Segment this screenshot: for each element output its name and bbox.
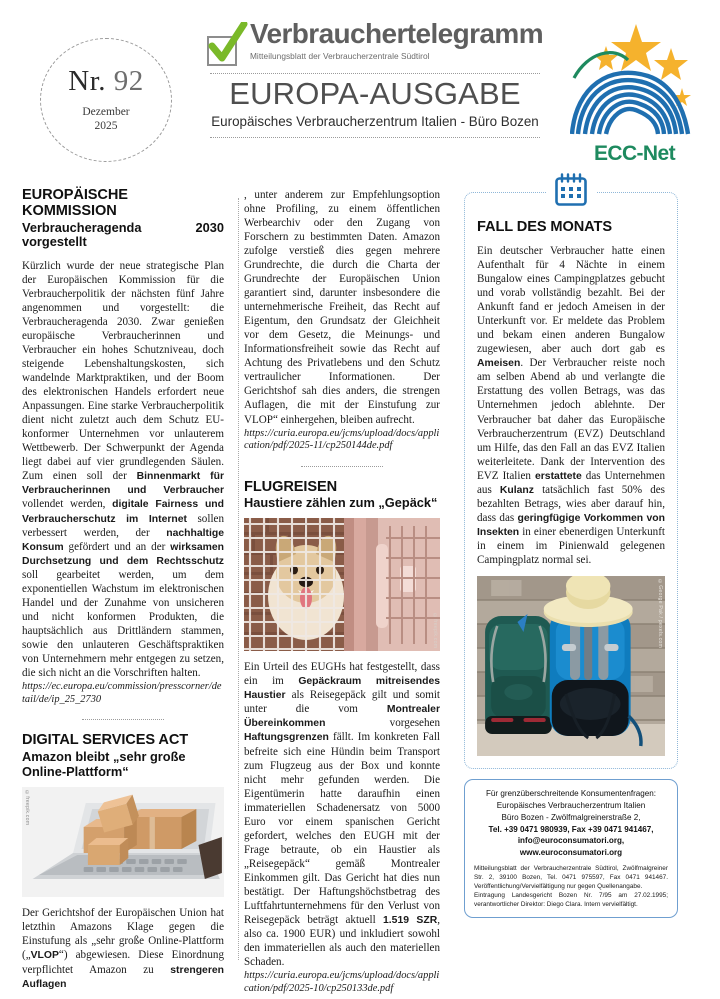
section-divider-mid — [301, 466, 383, 467]
photo-credit-parcels: ©freepik.com — [24, 790, 30, 826]
svg-text:ECC-Net: ECC-Net — [594, 142, 675, 165]
contact-email[interactable]: info@euroconsumatori.org, — [517, 836, 625, 846]
page-title: EUROPA-AUSGABE — [229, 76, 521, 111]
case-seg-5: in einer ebenerdigen Unterkunft in einem im Pinienwald gelegenen Campingplatz normal sei. — [477, 526, 665, 567]
photo-parcels-on-laptop — [22, 787, 224, 897]
body-bold-3: nachhaltige Konsum — [22, 527, 224, 553]
masthead-center — [172, 20, 570, 142]
kicker-line-2: KOMMISSION — [22, 202, 117, 219]
imprint-text-1: Mitteilungsblatt der Verbraucherzentrale Südtirol, Zwölfmalgreiner Str. 2, 39100 Bozen, Tel. 0471 975597, Fax 0471 941467. Veröffentlichung/Vervielfältigung nur gegen Quellenangabe. — [474, 864, 668, 890]
photo-credit-backpacks: ©George Pak / pexels.com — [657, 579, 663, 649]
case-bold-4: geringfügige Vorkommen von Insekten — [477, 512, 665, 539]
body-bold-1: Binnenmarkt für Verbraucherinnen und Verbraucher — [22, 471, 225, 497]
case-bold-1: Ameisen — [477, 358, 521, 370]
issue-month: Dezember — [82, 105, 130, 118]
column-middle — [234, 188, 450, 993]
dsa-seg-3: , unter anderem zur Empfehlungsoption ohne Profiling, zu einem öffentlichen Werbearchiv oder den Zugang von Forschern zu bestimmten Daten. Amazon zufolge verstieß dies gegen mehrere Grundrechte, die durch die Charta der Grundrechte der Europäischen Union garantiert sind, darunter insbesondere die unternehmerische Freiheit, das Recht auf Eigentum, den Grundsatz der Gleichheit vor dem Gesetz, die Meinungs- und Informationsfreiheit sowie das Recht auf Achtung des Privatlebens und den Schutz vertraulicher Informationen. Der Gerichtshof sah dies anders, die strengen Auflagen, die mit der Einstufung zur VLOP“ einhergehen, bleiben aufrecht. — [244, 189, 440, 426]
divider-bottom — [210, 137, 540, 138]
contact-line-1: Für grenzüberschreitende Konsumentenfragen: — [485, 789, 657, 799]
dsa-bold-2: strengeren Auflagen — [22, 964, 224, 990]
flug-seg-1: Ein Urteil des EUGHs hat festgestellt, dass ein im — [244, 660, 440, 687]
body-seg-2: vollendet werden, — [22, 498, 113, 511]
case-seg-3: das Unternehmen aus — [477, 469, 666, 496]
issue-year: 2025 — [94, 120, 118, 132]
photo-dog-in-carrier — [244, 518, 440, 651]
masthead — [0, 0, 720, 182]
photo-credit-dog: ©freepik.com — [432, 612, 438, 648]
content-columns — [0, 188, 720, 993]
column-left — [22, 188, 234, 993]
brand-text — [250, 20, 543, 61]
article-url-dsa[interactable]: https://curia.europa.eu/jcms/upload/docs/application/pdf/2025-11/cp250144de.pdf — [244, 427, 440, 452]
article-body-dsa-left — [22, 906, 224, 991]
article-url-flugreisen[interactable]: https://curia.europa.eu/jcms/upload/docs/application/pdf/2025-10/cp250133de.pdf — [244, 970, 440, 994]
body-bold-4: wirksamen Durchsetzung und dem Rechtsschutz — [22, 541, 224, 568]
contact-line-2: Europäisches Verbraucherzentrum Italien — [496, 801, 646, 811]
case-bold-3: Kulanz — [499, 484, 534, 496]
article-subhead-flugreisen: Haustiere zählen zum „Gepäck“ — [244, 495, 438, 511]
brand-name: Verbrauchertelegramm — [249, 18, 544, 49]
body-seg-3: sollen verbessert werden, der — [22, 512, 224, 539]
contact-website[interactable]: www.euroconsumatori.org — [519, 848, 623, 858]
body-seg-5: soll gearbeitet werden, um dem exponentiellen Wachstum im elektronischen Handel und der Zunahme von unsicheren und nicht konformen Produkten, die hauptsächlich aus Drittländern stammen, sowie den unlauteren Geschäftspraktiken von Unternehmern mehr entgegen zu setzen, die sich nicht an die Vorschriften halten. — [22, 569, 224, 680]
article-kicker-kommission — [22, 188, 224, 220]
issue-number-line — [68, 64, 144, 97]
flug-seg-2: als Reisegepäck gilt und somit unter die vom — [244, 689, 440, 716]
contact-phone-fax[interactable]: Tel. +39 0471 980939, Fax +39 0471 941467, — [488, 824, 654, 834]
article-body-kommission — [22, 259, 224, 681]
article-body-dsa-continued — [244, 188, 440, 427]
flug-seg-4: fällt. Im konkreten Fall befreite sich eine Hündin beim Transport zum Flugzeug aus der Box und konnte nicht mehr gefunden werden. Die Eigentümerin hatte daraufhin einen immateriellen Schadenersatz von 5000 Euro vor einem spanischen Gericht gefordert, welches den EUGH mit der Frage betraute, ob ein Haustier als „Reisegepäck“ gemäß Montrealer Einkommen gilt. Das Gericht hat dies nun bestätigt. Der Haftungshöchstbetrag des Luftfahrtunternehmens für den Verlust von Reisegepäck beträgt aktuell — [244, 731, 440, 927]
imprint-text-2: Eintragung Landesgericht Bozen Nr. 7/95 am 27.02.1995; verantwortlicher Direktor: Diego Clara. Intern vervielfältigt. — [474, 892, 668, 909]
article-body-flugreisen — [244, 660, 440, 969]
issue-label: Nr. — [68, 64, 106, 97]
article-subhead-kommission: Verbraucheragenda 2030 vorgestellt — [22, 219, 224, 250]
article-kicker-dsa: DIGITAL SERVICES ACT — [22, 732, 189, 749]
flug-bold-1: Gepäckraum mitreisendes Haustier — [244, 675, 441, 702]
issue-number: 92 — [113, 64, 144, 97]
photo-backpacks — [477, 576, 665, 756]
case-seg-1: Ein deutscher Verbraucher hatte einen Aufenthalt für 4 Nächte in einem Bungalow eines Campingplatzes gebucht und vorab vollständig bezahlt. Bei der Ankunft fand er jedoch Ameisen in der Unterkunft vor. Er meldete das Problem und bekam einen anderen Bungalow zugewiesen, aber auch dort gab es — [477, 245, 665, 356]
body-bold-2: digitale Fairness und Verbraucherschutz im Internet — [22, 499, 224, 525]
flug-bold-2: Montrealer Übereinkommen — [244, 704, 440, 730]
dsa-seg-2: “) abgewiesen. Diese Einordnung verpflichtet Amazon zu — [22, 949, 224, 976]
dsa-seg-1: Der Gerichtshof der Europäischen Union hat letzthin Amazons Klage gegen die Einstufung als „sehr große Online-Plattform („ — [22, 907, 224, 962]
contact-box — [464, 779, 678, 918]
page-subtitle: Europäisches Verbraucherzentrum Italien - Büro Bozen — [211, 113, 539, 129]
flug-bold-4: 1.519 SZR — [383, 915, 438, 927]
case-of-the-month-box — [464, 192, 678, 769]
divider-top — [210, 73, 540, 74]
dsa-bold-1: VLOP — [30, 950, 59, 962]
brand-row — [207, 20, 543, 66]
issue-badge — [40, 38, 172, 162]
case-bold-2: erstattete — [534, 470, 582, 482]
section-divider-left — [82, 719, 164, 720]
issue-date — [82, 105, 129, 134]
ecc-net-logo — [570, 16, 698, 166]
checkmark-icon — [207, 26, 241, 66]
body-seg-1: Kürzlich wurde der neue strategische Plan der Europäischen Kommission für die Verbraucherpolitik der nächsten fünf Jahre angenommen und vorgestellt: die Verbraucheragenda 2030. Zwar genießen europäische Verbraucherinnen und Verbraucher ein hohes Schutzniveau, doch steigende Lebenshaltungskosten, sich wandelnde Marktpraktiken, und der Boom des elektronischen Handels erfordert neue Anpassungen. Eine starke Verbraucherpolitik dient nicht zuletzt auch dem Schutz EU-konformer Unternehmen vor unlauterem Wettbewerb. Der Schwerpunkt der Agenda liegt dabei auf vier grundlegenden Säulen. Zum einen soll der — [22, 259, 224, 483]
flug-seg-5: , also ca. 1900 EUR) und inkludiert sowohl den immateriellen als auch den materiellen Schaden. — [244, 914, 440, 969]
flug-bold-3: Haftungsgrenzen — [244, 732, 329, 744]
article-kicker-flugreisen: FLUGREISEN — [244, 478, 338, 495]
brand-subtitle: Mitteilungsblatt der Verbraucherzentrale Südtirol — [249, 51, 430, 61]
article-subhead-dsa: Amazon bleibt „sehr große Online-Plattform“ — [22, 749, 186, 779]
article-url-kommission[interactable]: https://ec.europa.eu/commission/presscorner/detail/de/ip_25_2730 — [22, 681, 222, 705]
case-body — [477, 244, 665, 567]
body-seg-4: gefördert und an der — [63, 540, 171, 553]
contact-line-3: Büro Bozen - Zwölfmalgreinerstraße 2, — [501, 812, 641, 822]
case-seg-4: tatsächlich fast 50% des bezahlten Betrags, wies aber darauf hin, dass das — [477, 483, 666, 524]
case-title: FALL DES MONATS — [477, 219, 612, 235]
flug-seg-3: vorgesehen — [325, 717, 440, 730]
column-right — [450, 188, 678, 993]
calendar-icon — [546, 173, 596, 212]
kicker-line-1: EUROPÄISCHE — [22, 187, 128, 203]
case-seg-2: . Der Verbraucher reiste noch am selben Abend ab und verlangte die Erstattung des vollen Betrags, was das Unternehmen jedoch ablehnte. Der Verbraucher bat daher das Europäische Verbraucherzentrum (EVZ) Deutschland um Hilfe, das den Fall an das EVZ Italien weiterleitete. Dank der Intervention des EVZ Italien — [477, 357, 665, 482]
